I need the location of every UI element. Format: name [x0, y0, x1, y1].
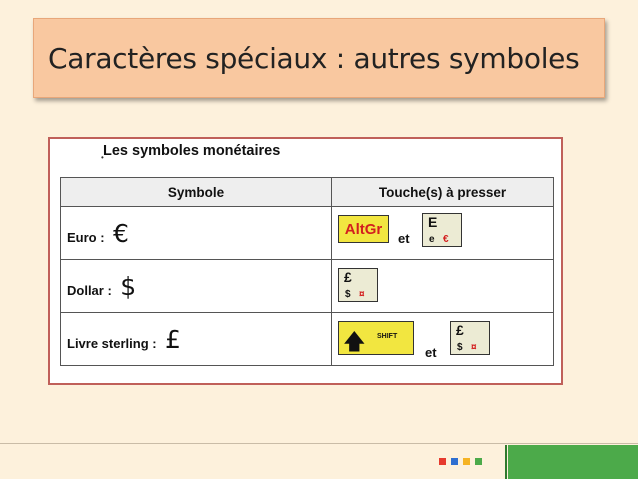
label-euro: Euro :	[67, 229, 105, 245]
pound-dollar-key-icon	[338, 268, 378, 302]
key-top-char: E	[428, 214, 438, 230]
footer-square-green	[475, 458, 482, 465]
symbol-cell-dollar	[61, 260, 332, 313]
pound-dollar-key-icon	[450, 321, 490, 355]
label-pound: Livre sterling :	[67, 335, 157, 351]
slide-title: Caractères spéciaux : autres symboles	[48, 41, 580, 75]
shift-key-icon	[338, 321, 414, 355]
symbol-cell-euro	[61, 207, 332, 260]
dollar-symbol: $	[120, 271, 137, 301]
bullet-dot: •	[101, 153, 104, 162]
keys-cell-dollar	[332, 260, 554, 313]
et-text: et	[398, 231, 410, 246]
label-dollar: Dollar :	[67, 282, 112, 298]
key-top-char: £	[456, 322, 464, 338]
column-header-symbol: Symbole	[61, 178, 332, 207]
altgr-key-icon: AltGr	[338, 215, 389, 243]
footer-square-blue	[451, 458, 458, 465]
key-alt-char: ¤	[471, 342, 477, 353]
table-header-row	[61, 178, 554, 207]
key-low-char: $	[457, 342, 463, 353]
pound-symbol: £	[165, 324, 181, 354]
column-header-keys: Touche(s) à presser	[332, 178, 554, 207]
keys-cell-euro	[332, 207, 554, 260]
up-arrow-icon: 🡅	[343, 329, 366, 354]
key-low-char: e	[429, 234, 435, 245]
footer-square-red	[439, 458, 446, 465]
footer-divider	[0, 443, 638, 444]
table-row-dollar	[61, 260, 554, 313]
table-row-euro	[61, 207, 554, 260]
currency-symbols-panel	[48, 137, 563, 385]
slide-title-box	[33, 18, 605, 98]
euro-symbol: €	[113, 218, 129, 248]
keys-cell-pound	[332, 313, 554, 366]
et-text: et	[425, 345, 437, 360]
panel-heading: Les symboles monétaires	[103, 143, 281, 159]
key-top-char: £	[344, 269, 352, 285]
key-alt-char: ¤	[359, 289, 365, 300]
footer-square-yellow	[463, 458, 470, 465]
footer-green-block	[508, 445, 638, 479]
symbol-cell-pound	[61, 313, 332, 366]
e-key-icon	[422, 213, 462, 247]
table-row-pound	[61, 313, 554, 366]
key-low-char: $	[345, 289, 351, 300]
footer-green-edge	[505, 445, 507, 479]
currency-table	[60, 177, 554, 366]
shift-label: SHIFT	[377, 333, 398, 340]
key-alt-char: €	[443, 234, 449, 245]
